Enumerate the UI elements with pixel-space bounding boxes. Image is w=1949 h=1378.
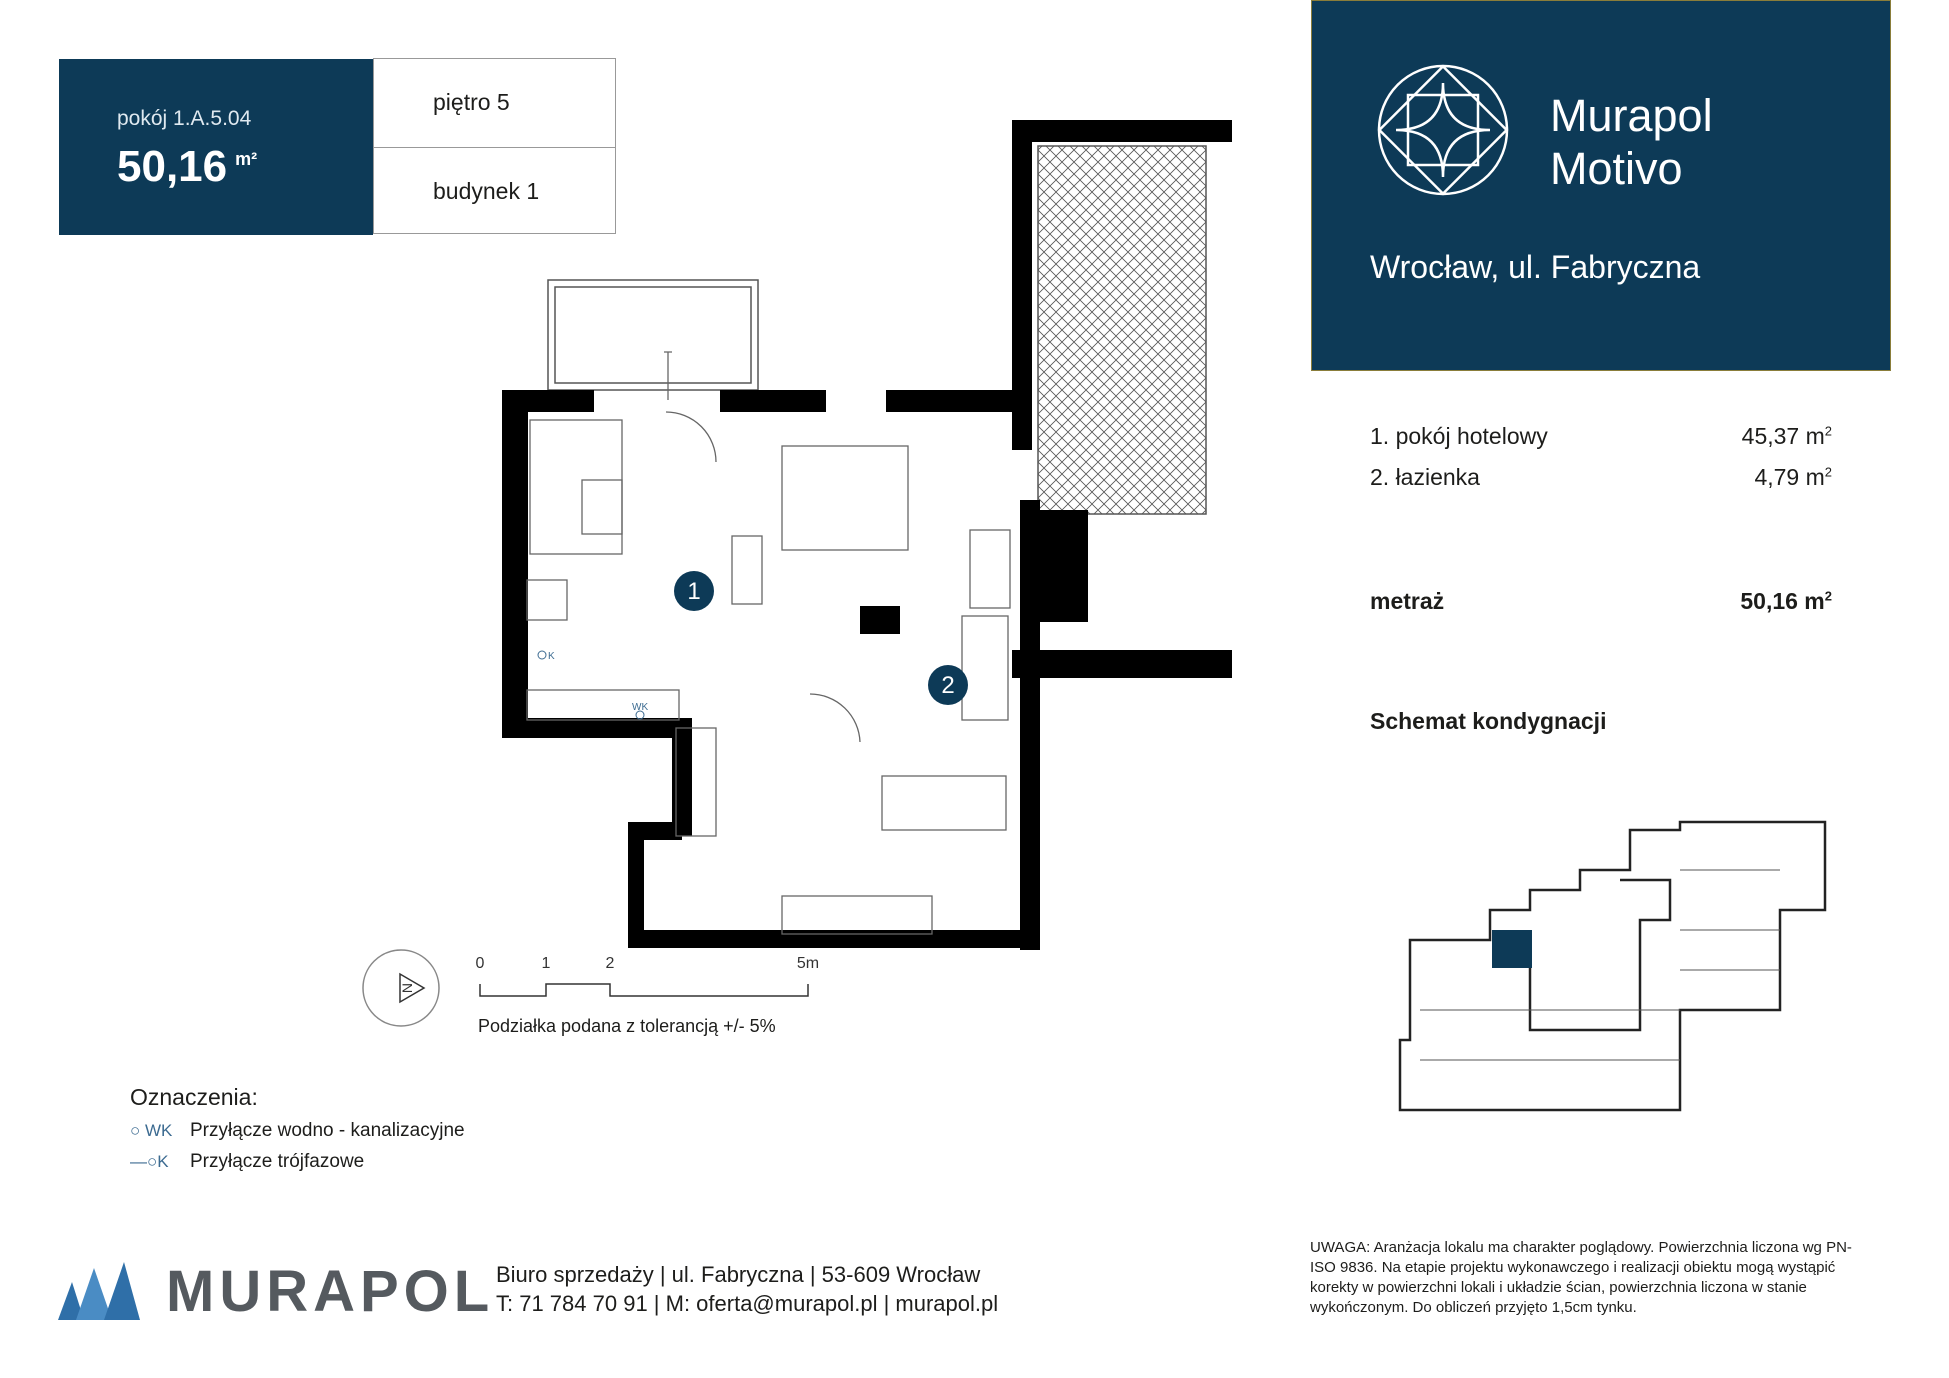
floor-label: piętro 5	[433, 89, 510, 115]
scale-tick-5m: 5m	[796, 955, 820, 972]
total-label: metraż	[1370, 588, 1445, 614]
legend-item-k	[130, 1151, 364, 1173]
scale-tick-1: 1	[541, 955, 551, 972]
murapol-logo-text: MURAPOL	[166, 1259, 495, 1324]
room-2-label: 2. łazienka	[1370, 464, 1480, 490]
room-row-1	[1370, 423, 1832, 464]
north-label: N	[399, 982, 415, 994]
balcony-left	[548, 280, 758, 390]
floor-plan	[0, 0, 1260, 994]
brand-box	[1311, 0, 1891, 371]
room-1-area: 45,37 $m^2$	[1741, 423, 1832, 449]
murapol-logo-icon	[58, 1262, 140, 1320]
legend-item-wk	[130, 1120, 465, 1142]
brand-name	[1550, 89, 1713, 195]
room-area-value: 50,16	[117, 142, 228, 191]
scale-note: Podziałka podana z tolerancją +/- 5%	[478, 1016, 776, 1036]
wk-marker: WK	[632, 702, 649, 713]
k-marker: K	[548, 651, 555, 662]
scale-tick-2: 2	[605, 955, 615, 972]
scale-tick-0: 0	[475, 955, 485, 972]
plan-badges	[674, 571, 968, 705]
connection-markers	[538, 651, 648, 719]
building-label: budynek 1	[374, 147, 615, 235]
badge-1: 1	[687, 578, 701, 605]
room-row-2	[1370, 464, 1832, 505]
room-label: pokój 1.A.5.04	[117, 107, 252, 130]
legend-item-k-text: Przyłącze trójfazowe	[190, 1151, 365, 1172]
room-2-area: 4,79 $m^2$	[1754, 464, 1832, 490]
legend-item-wk-text: Przyłącze wodno - kanalizacyjne	[190, 1120, 465, 1141]
footer-phone-email: T: 71 784 70 91 | M: oferta@murapol.pl | murapol.pl	[496, 1291, 999, 1316]
terrace	[1038, 146, 1206, 622]
legend-title: Oznaczenia:	[130, 1084, 258, 1110]
disclaimer: UWAGA: Aranżacja lokalu ma charakter poglądowy. Powierzchnia liczona wg PN-ISO 9836. Na etapie projektu wykonawczego i realizacji obiektu mogą wystąpić korekty w powierzchni lokali i układzie ścian, powierzchnia liczona w stanie wykończonym. Do obliczeń przyjęto 1,5cm tynku.	[1310, 1239, 1852, 1316]
badge-2: 2	[941, 672, 955, 699]
brand-name-line2: Motivo	[1550, 143, 1683, 194]
room-1-label: 1. pokój hotelowy	[1370, 423, 1548, 449]
room-list	[1370, 423, 1832, 505]
footer-contact	[496, 1260, 998, 1318]
total-area: 50,16 $m^2$	[1740, 588, 1832, 614]
floor-schema-diagram	[1380, 810, 1840, 1140]
scale-bar	[476, 955, 820, 996]
area-unit: m²	[235, 149, 258, 170]
water-connection-icon: ○ WK	[130, 1121, 173, 1140]
north-arrow-icon	[363, 950, 439, 1026]
schema-title: Schemat kondygnacji	[1370, 708, 1607, 734]
brand-location: Wrocław, ul. Fabryczna	[1370, 249, 1701, 285]
total-area-row	[1370, 588, 1832, 615]
motivo-logo-icon	[1376, 63, 1510, 197]
furniture	[527, 352, 1010, 934]
brand-name-line1: Murapol	[1550, 90, 1713, 141]
current-unit-marker	[1492, 930, 1532, 968]
footer-address: Biuro sprzedaży | ul. Fabryczna | 53-609 Wrocław	[496, 1262, 981, 1287]
power-connection-icon: —○K	[130, 1152, 169, 1171]
